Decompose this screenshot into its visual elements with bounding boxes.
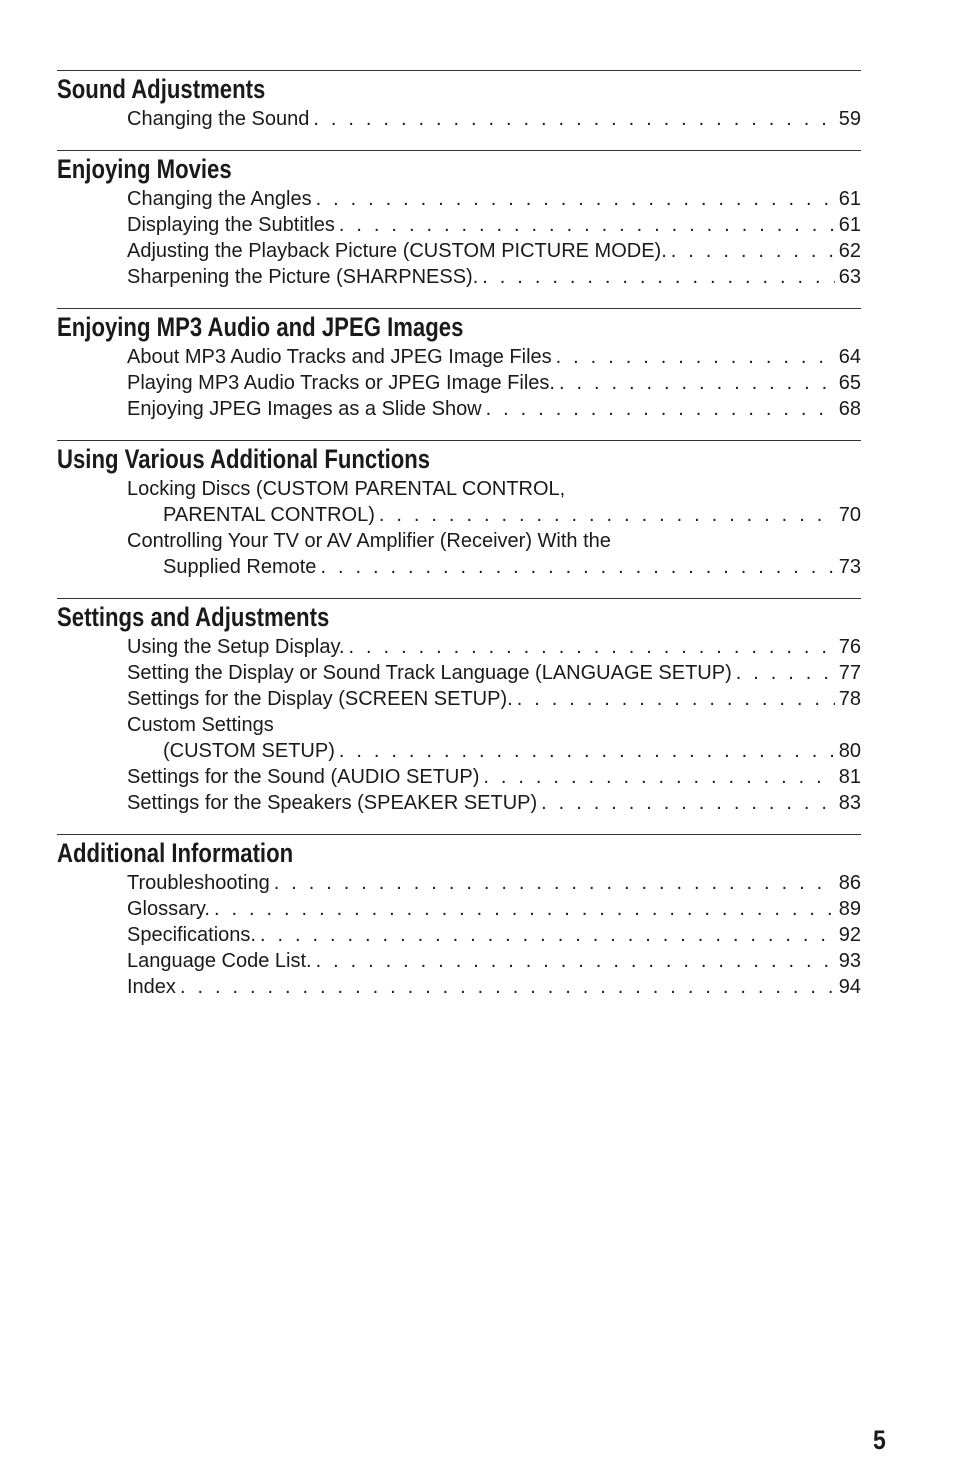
toc-entry-label: PARENTAL CONTROL) bbox=[163, 502, 379, 528]
toc-page-number: 89 bbox=[838, 898, 861, 920]
toc-entry-line bbox=[127, 238, 861, 264]
toc-page-number: 93 bbox=[838, 950, 861, 972]
toc-entry-label: Custom Settings bbox=[127, 712, 278, 738]
toc-entry-line bbox=[127, 186, 861, 212]
toc-page-number: 83 bbox=[838, 792, 861, 814]
dot-leader bbox=[214, 896, 835, 922]
dot-leader bbox=[339, 738, 835, 764]
toc-page-number: 63 bbox=[838, 266, 861, 288]
toc-entry-label: About MP3 Audio Tracks and JPEG Image Files bbox=[127, 344, 556, 370]
toc-page-number: 68 bbox=[838, 398, 861, 420]
toc-entry-line bbox=[127, 106, 861, 132]
section-title: Settings and Adjustments bbox=[57, 602, 330, 632]
dot-leader bbox=[349, 634, 835, 660]
toc-entry[interactable] bbox=[127, 764, 861, 790]
toc-page-number: 77 bbox=[838, 662, 861, 684]
page-number: 5 bbox=[873, 1425, 886, 1455]
toc-entry-line bbox=[127, 712, 861, 738]
section-title: Additional Information bbox=[57, 838, 294, 868]
toc-entry-line bbox=[127, 554, 861, 580]
toc-entry[interactable] bbox=[127, 634, 861, 660]
dot-leader bbox=[320, 554, 834, 580]
toc-entry-label: Changing the Sound bbox=[127, 106, 313, 132]
toc-entry[interactable] bbox=[127, 948, 861, 974]
toc-entry-label: Settings for the Speakers (SPEAKER SETUP) bbox=[127, 790, 541, 816]
toc-page-number: 76 bbox=[838, 636, 861, 658]
toc-entry-label: Glossary. bbox=[127, 896, 214, 922]
toc-entry[interactable] bbox=[127, 528, 861, 580]
dot-leader bbox=[483, 764, 834, 790]
toc-entry-line bbox=[127, 502, 861, 528]
toc-entry-label: Supplied Remote bbox=[163, 554, 320, 580]
toc-section bbox=[57, 150, 861, 290]
toc-entry[interactable] bbox=[127, 212, 861, 238]
toc-entry-label: Settings for the Sound (AUDIO SETUP) bbox=[127, 764, 483, 790]
toc-page-number: 86 bbox=[838, 872, 861, 894]
section-title: Using Various Additional Functions bbox=[57, 444, 431, 474]
section-title: Enjoying Movies bbox=[57, 154, 232, 184]
dot-leader bbox=[486, 396, 835, 422]
dot-leader bbox=[736, 660, 835, 686]
toc-entry[interactable] bbox=[127, 790, 861, 816]
toc-page-number: 62 bbox=[838, 240, 861, 262]
section-title: Enjoying MP3 Audio and JPEG Images bbox=[57, 312, 464, 342]
toc-page-number: 78 bbox=[838, 688, 861, 710]
dot-leader bbox=[541, 790, 835, 816]
toc-entry-label: Settings for the Display (SCREEN SETUP). bbox=[127, 686, 517, 712]
toc-entry-line bbox=[127, 396, 861, 422]
toc-entry[interactable] bbox=[127, 974, 861, 1000]
toc-entry[interactable] bbox=[127, 870, 861, 896]
toc-entry-label: Playing MP3 Audio Tracks or JPEG Image Files. bbox=[127, 370, 559, 396]
dot-leader bbox=[517, 686, 835, 712]
toc-section bbox=[57, 440, 861, 580]
toc-entry[interactable] bbox=[127, 396, 861, 422]
toc-entry[interactable] bbox=[127, 686, 861, 712]
toc-page-number: 65 bbox=[838, 372, 861, 394]
dot-leader bbox=[339, 212, 835, 238]
toc-entry-label: Locking Discs (CUSTOM PARENTAL CONTROL, bbox=[127, 476, 569, 502]
toc-entry-label: Index bbox=[127, 974, 180, 1000]
toc-entry-label: Displaying the Subtitles bbox=[127, 212, 339, 238]
toc-entry-label: Language Code List. bbox=[127, 948, 316, 974]
toc-entry-label: Enjoying JPEG Images as a Slide Show bbox=[127, 396, 486, 422]
toc-page-number: 92 bbox=[838, 924, 861, 946]
toc-entry-line bbox=[127, 790, 861, 816]
dot-leader bbox=[180, 974, 835, 1000]
toc-page-number: 81 bbox=[838, 766, 861, 788]
section-title: Sound Adjustments bbox=[57, 74, 266, 104]
toc-entry-label: Troubleshooting bbox=[127, 870, 274, 896]
toc-page-number: 80 bbox=[838, 740, 861, 762]
toc-entry[interactable] bbox=[127, 186, 861, 212]
toc-entry-line bbox=[127, 528, 861, 554]
toc-entry-line bbox=[127, 764, 861, 790]
toc-entry-line bbox=[127, 870, 861, 896]
toc-entry-label: Adjusting the Playback Picture (CUSTOM PICTURE MODE). bbox=[127, 238, 671, 264]
toc-entry-line bbox=[127, 922, 861, 948]
toc-page-number: 70 bbox=[838, 504, 861, 526]
toc-entry-label: Using the Setup Display. bbox=[127, 634, 349, 660]
toc-entry[interactable] bbox=[127, 922, 861, 948]
dot-leader bbox=[313, 106, 834, 132]
toc-entry-line bbox=[127, 686, 861, 712]
toc-entry-label: Specifications. bbox=[127, 922, 260, 948]
toc-entry-line bbox=[127, 344, 861, 370]
toc-section bbox=[57, 308, 861, 422]
toc-entry-line bbox=[127, 212, 861, 238]
toc-entry[interactable] bbox=[127, 896, 861, 922]
toc-section bbox=[57, 834, 861, 1000]
table-of-contents bbox=[57, 70, 861, 1018]
toc-page-number: 73 bbox=[838, 556, 861, 578]
toc-entry-line bbox=[127, 264, 861, 290]
toc-entry[interactable] bbox=[127, 106, 861, 132]
dot-leader bbox=[482, 264, 834, 290]
dot-leader bbox=[559, 370, 835, 396]
toc-section bbox=[57, 70, 861, 132]
toc-entry[interactable] bbox=[127, 370, 861, 396]
toc-entry-label: Sharpening the Picture (SHARPNESS). bbox=[127, 264, 482, 290]
toc-entry-label: (CUSTOM SETUP) bbox=[163, 738, 339, 764]
dot-leader bbox=[671, 238, 835, 264]
toc-entry-line bbox=[127, 974, 861, 1000]
toc-page-number: 59 bbox=[838, 108, 861, 130]
dot-leader bbox=[379, 502, 835, 528]
toc-entry-line bbox=[127, 948, 861, 974]
toc-page-number: 61 bbox=[838, 188, 861, 210]
dot-leader bbox=[556, 344, 835, 370]
toc-entry-line bbox=[127, 738, 861, 764]
toc-entry[interactable] bbox=[127, 264, 861, 290]
toc-entry-line bbox=[127, 476, 861, 502]
toc-page-number: 94 bbox=[838, 976, 861, 998]
toc-page-number: 61 bbox=[838, 214, 861, 236]
toc-page-number: 64 bbox=[838, 346, 861, 368]
toc-entry[interactable] bbox=[127, 344, 861, 370]
dot-leader bbox=[274, 870, 835, 896]
toc-entry-line bbox=[127, 370, 861, 396]
toc-entry[interactable] bbox=[127, 660, 861, 686]
toc-entry-line bbox=[127, 634, 861, 660]
toc-entry-label: Controlling Your TV or AV Amplifier (Receiver) With the bbox=[127, 528, 615, 554]
toc-entry-label: Changing the Angles bbox=[127, 186, 316, 212]
toc-entry-line bbox=[127, 660, 861, 686]
dot-leader bbox=[260, 922, 835, 948]
toc-entry[interactable] bbox=[127, 476, 861, 528]
dot-leader bbox=[316, 186, 835, 212]
toc-entry[interactable] bbox=[127, 238, 861, 264]
toc-entry[interactable] bbox=[127, 712, 861, 764]
toc-section bbox=[57, 598, 861, 816]
toc-entry-label: Setting the Display or Sound Track Language (LANGUAGE SETUP) bbox=[127, 660, 736, 686]
dot-leader bbox=[316, 948, 835, 974]
toc-entry-line bbox=[127, 896, 861, 922]
